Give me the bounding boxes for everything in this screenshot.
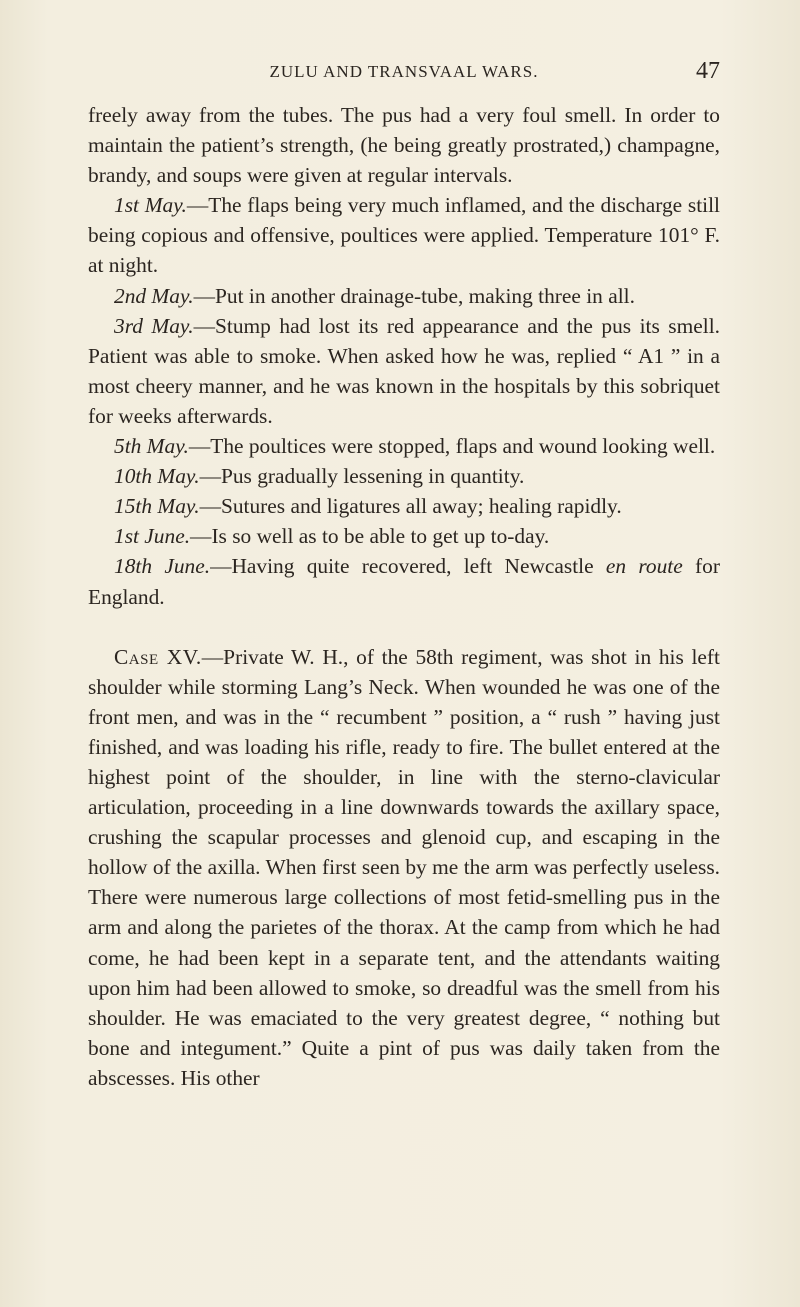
entry-date: 1st May. (114, 193, 187, 218)
entry-date: 15th May. (114, 494, 200, 519)
entry-text: —Having quite recovered, left Newcastle (210, 554, 606, 579)
entry-3rd-may (88, 311, 720, 431)
entry-2nd-may (88, 281, 720, 311)
entry-text: —Put in another drainage-tube, making three in all. (193, 283, 635, 308)
paragraph-text: freely away from the tubes. The pus had a very foul smell. In order to maintain the patient’s strength, (he being greatly prostrated,) champagne, brandy, and soups were given at regular intervals. (88, 103, 720, 188)
running-head (88, 58, 720, 88)
entry-10th-may (88, 461, 720, 491)
entry-1st-may (88, 190, 720, 280)
entry-date: 2nd May. (114, 283, 194, 308)
case-xv-paragraph (88, 642, 720, 1093)
entry-date: 18th June. (114, 554, 211, 579)
page-number: 47 (696, 58, 720, 84)
entry-date: 1st June. (114, 524, 191, 549)
entry-date: 3rd May. (114, 313, 194, 338)
paragraph-continued (88, 100, 720, 190)
entry-18th-june (88, 551, 720, 611)
entry-italic-phrase: en route (605, 554, 683, 579)
entry-date: 10th May. (114, 464, 200, 489)
entry-1st-june (88, 521, 720, 551)
body-text (88, 100, 720, 1093)
entry-text: —Pus gradually lessening in quantity. (199, 464, 525, 489)
entry-text: —Stump had lost its red appearance and the pus its smell. Patient was able to smoke. When asked how he was, replied “ A1 ” in a most cheery manner, and he was known in the hospitals by this sobriquet for weeks afterwards. (88, 313, 721, 428)
entry-text-end: for England. (88, 554, 720, 609)
case-label: Case XV. (114, 644, 202, 669)
entry-text: —Sutures and ligatures all away; healing rapidly. (199, 494, 622, 519)
entry-text: —The flaps being very much inflamed, and the discharge still being copious and offensive, poultices were applied. Temperature 101° F. at night. (88, 193, 720, 278)
entry-date: 5th May. (114, 434, 189, 459)
running-title: ZULU AND TRANSVAAL WARS. (269, 62, 539, 81)
entry-text: —The poultices were stopped, flaps and wound looking well. (188, 434, 716, 459)
entry-15th-may (88, 491, 720, 521)
entry-5th-may (88, 431, 720, 461)
case-text: —Private W. H., of the 58th regiment, was shot in his left shoulder while storming Lang’s Neck. When wounded he was one of the front men, and was in the “ recumbent ” position, a “ rush ” having just finished, and was loading his rifle, ready to fire. The bullet entered at the highest point of the shoulder, in line with the sterno-clavicular articulation, proceeding in a line downwards towards the axillary space, crushing the scapular processes and glenoid cup, and escaping in the hollow of the axilla. When first seen by me the arm was perfectly useless. There were numerous large collections of most fetid-smelling pus in the arm and along the parietes of the thorax. At the camp from which he had come, he had been kept in a separate tent, and the attendants waiting upon him had been allowed to smoke, so dreadful was the smell from his shoulder. He was emaciated to the very greatest degree, “ nothing but bone and integument.” Quite a pint of pus was daily taken from the abscesses. His other (88, 644, 720, 1090)
entry-text: —Is so well as to be able to get up to-day. (190, 524, 550, 549)
